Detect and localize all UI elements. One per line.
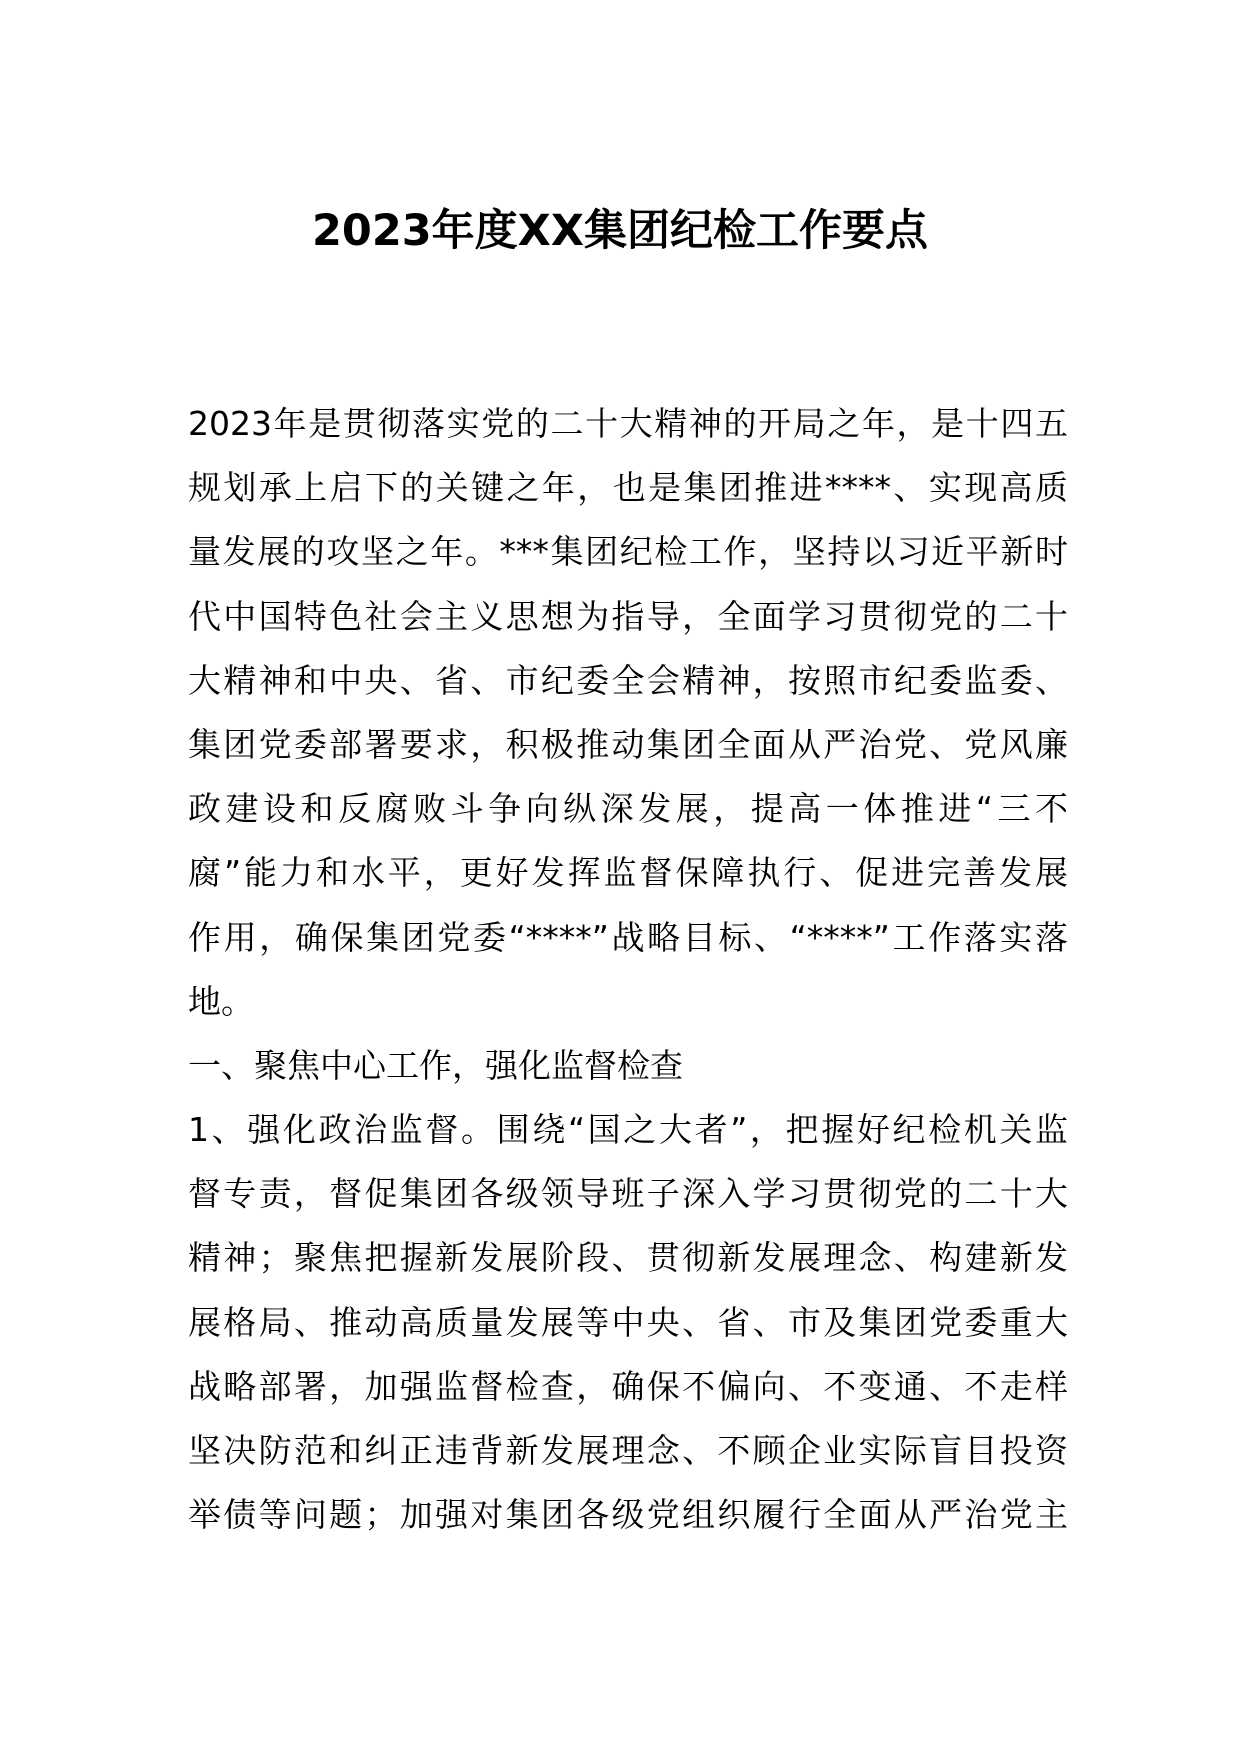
paragraph-line: 政建设和反腐败斗争向纵深发展，提高一体推进“三不 bbox=[188, 789, 1068, 829]
paragraph-line: 代中国特色社会主义思想为指导，全面学习贯彻党的二十 bbox=[188, 596, 1068, 636]
paragraph-line: 腐”能力和水平，更好发挥监督保障执行、促进完善发展 bbox=[188, 853, 1068, 893]
paragraph-line: 精神；聚焦把握新发展阶段、贯彻新发展理念、构建新发 bbox=[188, 1238, 1068, 1278]
paragraph-line: 展格局、推动高质量发展等中央、省、市及集团党委重大 bbox=[188, 1302, 1068, 1342]
paragraph-line: 作用，确保集团党委“****”战略目标、“****”工作落实落 bbox=[188, 917, 1068, 957]
section-heading: 一、聚焦中心工作，强化监督检查 bbox=[188, 1045, 683, 1085]
paragraph-line: 坚决防范和纠正违背新发展理念、不顾企业实际盲目投资 bbox=[188, 1431, 1068, 1470]
paragraph-line: 督专责，督促集团各级领导班子深入学习贯彻党的二十大 bbox=[188, 1174, 1068, 1214]
document-title: 2023年度XX集团纪检工作要点 bbox=[312, 206, 928, 256]
paragraph-line: 量发展的攻坚之年。***集团纪检工作，坚持以习近平新时 bbox=[188, 532, 1068, 572]
paragraph-line: 1、强化政治监督。围绕“国之大者”，把握好纪检机关监 bbox=[188, 1110, 1068, 1150]
paragraph-line: 规划承上启下的关键之年，也是集团推进****、实现高质 bbox=[188, 468, 1068, 508]
paragraph-line: 集团党委部署要求，积极推动集团全面从严治党、党风廉 bbox=[188, 724, 1068, 764]
document-body bbox=[188, 392, 1068, 1547]
paragraph-line: 大精神和中央、省、市纪委全会精神，按照市纪委监委、 bbox=[188, 660, 1068, 700]
paragraph-line: 举债等问题；加强对集团各级党组织履行全面从严治党主 bbox=[188, 1495, 1068, 1535]
paragraph-line: 战略部署，加强监督检查，确保不偏向、不变通、不走样 bbox=[188, 1366, 1068, 1406]
paragraph-line: 地。 bbox=[188, 981, 254, 1021]
paragraph-line: 2023年是贯彻落实党的二十大精神的开局之年，是十四五 bbox=[188, 404, 1068, 443]
